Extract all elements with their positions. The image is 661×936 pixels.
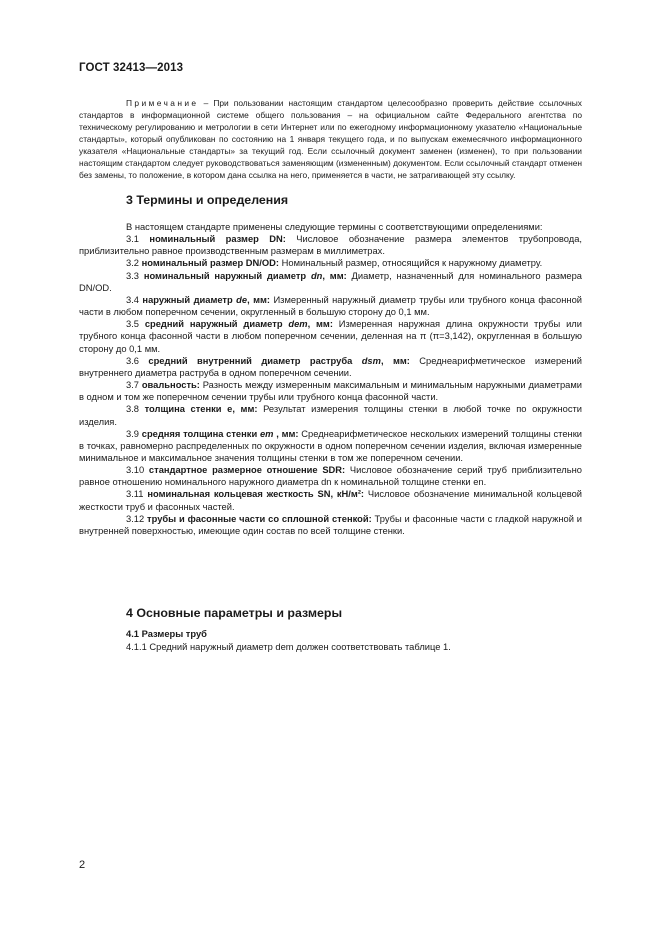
sizes-block: [79, 641, 582, 653]
term-number: 3.2: [126, 258, 142, 269]
term-unit: , мм:: [247, 294, 271, 305]
section-3-heading: 3 Термины и определения: [126, 193, 289, 207]
paragraph-4-1-1: 4.1.1 Средний наружный диаметр dem должен соответствовать таблице 1.: [126, 642, 451, 652]
term-number: 3.8: [126, 404, 145, 415]
term-definition: Номинальный размер, относящийся к наружному диаметру.: [279, 258, 543, 269]
note-label: Примечание: [126, 98, 199, 108]
term-symbol: dn: [310, 270, 323, 281]
term-number: 3.11: [126, 489, 148, 500]
term-number: 3.10: [126, 465, 149, 476]
terms-intro: В настоящем стандарте применены следующие термины с соответствующими определениями:: [126, 222, 543, 232]
term-definition: Результат измерения толщины стенки в любой точке по окружности изделия.: [79, 404, 582, 427]
term-item: [79, 513, 582, 537]
term-item: [79, 294, 582, 318]
term-symbol: dsm: [361, 355, 381, 366]
term-number: 3.12: [126, 513, 148, 524]
term-number: 3.5: [126, 319, 145, 330]
term-number: 3.6: [126, 355, 149, 366]
term-name: овальность:: [141, 380, 200, 391]
note-text: – При пользовании настоящим стандартом целесообразно проверить действие ссылочных стандартов в информационной системе общего пользования – на официальном сайте Федерального агентства по техническому регулированию и метрологии в сети Интернет или по ежегодному информационному указателю «Национальные стандарты», который опубликован по состоянию на 1 января текущего года, и по выпускам ежемесячного информационного указателя «Национальные стандарты» за текущий год. Если ссылочный документ заменен (изменен), то при пользовании настоящим стандартом следует руководствоваться заменяющим (измененным) документом. Если ссылочный стандарт отменен без замены, то положение, в котором дана ссылка на него, применяется в части, не затрагивающей эту ссылку.: [79, 98, 582, 181]
terms-list: [79, 233, 582, 537]
term-name: средний внутренний диаметр раструба: [148, 355, 353, 366]
term-definition: Разность между измеренным максимальным и минимальным наружными диаметрами в одном и том же поперечном сечении трубы или трубного конца фасонной части.: [79, 380, 582, 403]
term-name: трубы и фасонные части со сплошной стенкой:: [147, 513, 372, 524]
term-item: [79, 233, 582, 257]
term-definition: Числовое обозначение минимальной кольцевой жесткости труб и фасонных частей.: [79, 489, 582, 512]
term-number: 3.1: [126, 234, 150, 245]
term-item: [79, 270, 582, 294]
term-symbol: em: [259, 428, 274, 439]
term-name: стандартное размерное отношение SDR:: [148, 465, 346, 476]
term-definition: Числовое обозначение размера элементов трубопровода, приблизительно равное производственным размерам в миллиметрах.: [79, 234, 582, 257]
term-unit: , мм:: [273, 428, 299, 439]
term-item: [79, 488, 582, 512]
terms-block: [79, 221, 582, 537]
page-number: 2: [79, 859, 86, 871]
note-paragraph: [79, 97, 582, 181]
term-name: толщина стенки e, мм:: [144, 404, 258, 415]
section-4-heading: 4 Основные параметры и размеры: [126, 606, 343, 620]
note-block: [79, 97, 582, 181]
term-number: 3.9: [126, 428, 142, 439]
term-number: 3.4: [126, 294, 143, 305]
term-name: средняя толщина стенки: [141, 428, 258, 439]
term-unit: , мм:: [322, 270, 347, 281]
term-number: 3.3: [126, 270, 144, 281]
term-symbol: dem: [288, 319, 308, 330]
term-definition: Среднеарифметическое нескольких измерений толщины стенки в точках, равномерно распределенных по окружности в одном поперечном сечении изделия, включая измеренные минимальное и максимальное значения толщины стенки в том же поперечном сечении.: [79, 428, 582, 463]
term-name: средний наружный диаметр: [144, 319, 283, 330]
term-definition: Числовое обозначение серий труб приблизительно равное отношению номинального наружного диаметра dn к номинальной толщине стенки en.: [79, 465, 582, 488]
term-definition: Среднеарифметическое измерений внутреннего диаметра раструба в одном поперечном сечении.: [79, 355, 582, 378]
term-item: [79, 257, 582, 269]
term-unit: , мм:: [307, 319, 333, 330]
term-name: номинальный размер DN/OD:: [141, 258, 280, 269]
term-item: [79, 355, 582, 379]
term-name: номинальная кольцевая жесткость SN, кН/м²:: [147, 489, 365, 500]
term-number: 3.7: [126, 380, 142, 391]
subsection-4-1-heading: 4.1 Размеры труб: [126, 629, 207, 639]
term-item: [79, 318, 582, 354]
term-item: [79, 464, 582, 488]
term-item: [79, 403, 582, 427]
term-item: [79, 428, 582, 464]
term-item: [79, 379, 582, 403]
term-definition: Диаметр, назначенный для номинального размера DN/OD.: [79, 270, 582, 293]
term-definition: Измеренный наружный диаметр трубы или трубного конца фасонной части в любом поперечном сечении, округленный в большую сторону до 0,1 мм.: [79, 294, 582, 318]
term-symbol: de: [236, 294, 248, 305]
term-definition: Измеренная наружная длина окружности трубы или трубного конца фасонной части в любом поперечном сечении, деленная на π (π=3,142), округленная в большую сторону до 0,1 мм.: [79, 319, 582, 354]
term-name: номинальный наружный диаметр: [143, 270, 307, 281]
term-unit: , мм:: [380, 355, 410, 366]
standard-code: ГОСТ 32413—2013: [79, 62, 184, 74]
term-name: наружный диаметр: [142, 294, 233, 305]
term-definition: Трубы и фасонные части с гладкой наружной и внутренней поверхностью, имеющие один состав по всей толщине стенки.: [79, 513, 582, 536]
term-name: номинальный размер DN:: [149, 234, 286, 245]
